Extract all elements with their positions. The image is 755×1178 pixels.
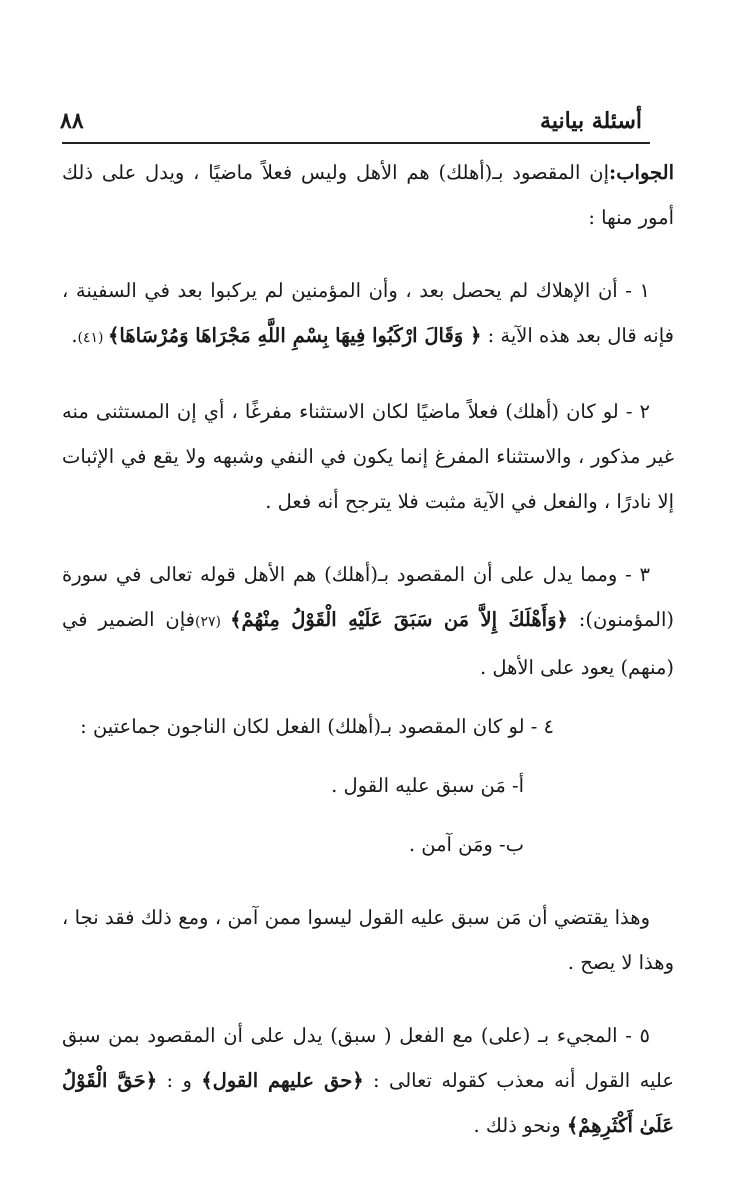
answer-text: إن المقصود بـ(أهلك) هم الأهل وليس فعلاً ماضيًا ، ويدل على ذلك أمور منها : (62, 161, 674, 229)
item-1 (62, 268, 674, 361)
item-3-intro: ٣ - ومما يدل على أن المقصود بـ(أهلك) هم الأهل قوله تعالى في سورة (المؤمنون): (62, 563, 674, 631)
item-5-intro: ٥ - المجيء بـ (على) مع الفعل ( سبق) يدل على أن المقصود بمن سبق عليه القول أنه معذب كقوله تعالى : (62, 1024, 675, 1092)
item-5-quote-2: ﴿حَقَّ الْقَوْلُ عَلَىٰ أَكْثَرِهِمْ﴾ (62, 1069, 674, 1137)
item-5-quote-1: ﴿حق عليهم القول﴾ (201, 1069, 364, 1092)
running-title: أسئلة بيانية (540, 108, 642, 134)
item-5-mid: و : (157, 1069, 202, 1092)
page-header (60, 108, 650, 138)
item-3 (62, 552, 674, 690)
item-4-sub-b: ب- ومَن آمن . (408, 833, 524, 856)
item-1-quote: ﴿ وَقَالَ ارْكَبُوا فِيهَا بِسْمِ اللَّهِ مَجْرَاهَا وَمُرْسَاهَا﴾ (107, 324, 482, 347)
item-1-intro: ١ - أن الإهلاك لم يحصل بعد ، وأن المؤمنين لم يركبوا بعد في السفينة ، فإنه قال بعد هذه الآية : (62, 279, 674, 347)
page-number: ٨٨ (60, 108, 84, 134)
answer-label: الجواب: (609, 161, 674, 184)
item-3-quote: ﴿وَأَهْلَكَ إِلاَّ مَن سَبَقَ عَلَيْهِ الْقَوْلُ مِنْهُمْ﴾ (230, 608, 568, 631)
item-5 (62, 1013, 674, 1148)
header-rule (62, 142, 650, 144)
item-2: ٢ - لو كان (أهلك) فعلاً ماضيًا لكان الاستثناء مفرغًا ، أي إن المستثنى منه غير مذكور ، والاستثناء المفرغ إنما يكون في النفي وشبهه ولا يقع في الإثبات إلا نادرًا ، والفعل في الآية مثبت فلا يترجح أنه فعل . (62, 400, 674, 513)
item-3-ref: (٢٧) (195, 614, 231, 630)
page-body (62, 150, 675, 1137)
item-1-end: . (71, 324, 78, 347)
item-4: ٤ - لو كان المقصود بـ(أهلك) الفعل لكان الناجون جماعتين : (80, 715, 554, 738)
item-4-sub-a: أ- مَن سبق عليه القول . (331, 774, 524, 797)
item-4-follow: وهذا يقتضي أن مَن سبق عليه القول ليسوا ممن آمن ، ومع ذلك فقد نجا ، وهذا لا يصح . (62, 906, 674, 974)
answer-paragraph (62, 150, 674, 240)
item-1-ref: (٤١) (77, 330, 108, 346)
item-5-end: ونحو ذلك . (473, 1114, 567, 1137)
item-3-end: فإن الضمير في (منهم) يعود على الأهل . (62, 608, 674, 679)
